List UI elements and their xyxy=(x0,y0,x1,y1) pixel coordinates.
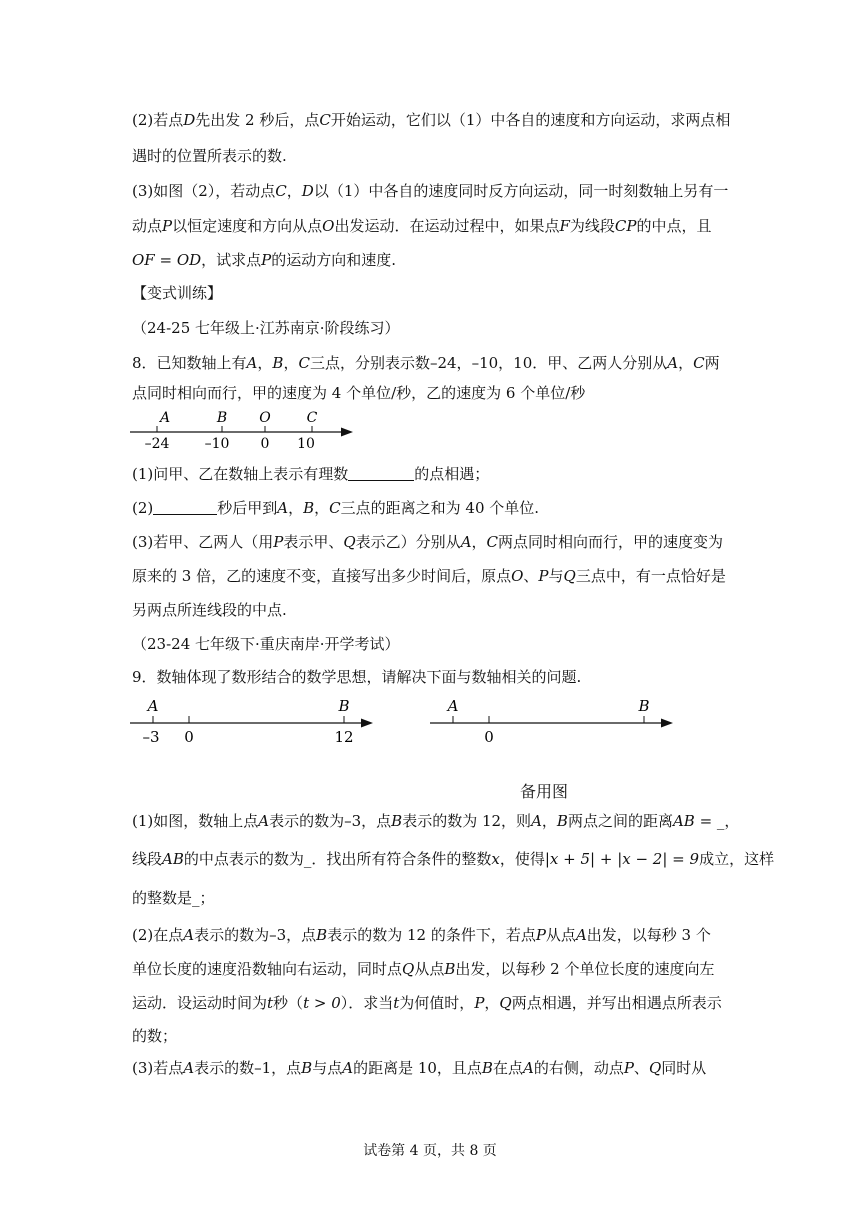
tick-0: 0 xyxy=(484,728,494,746)
q9-number-line xyxy=(125,694,385,746)
source-1: （24-25 七年级上·江苏南京·阶段练习） xyxy=(132,319,400,337)
answer-blank xyxy=(348,466,414,481)
q8-line1: 8．已知数轴上有A，B，C三点，分别表示数–24，–10，10．甲、乙两人分别从A，C两 xyxy=(132,354,720,372)
q9-line1: 9．数轴体现了数形结合的数学思想，请解决下面与数轴相关的问题. xyxy=(132,668,582,686)
tick-neg24: –24 xyxy=(144,436,170,452)
tick-10: 10 xyxy=(297,436,315,452)
q8-part1: (1)问甲、乙在数轴上表示有理数 的点相遇； xyxy=(132,465,490,483)
label-B: B xyxy=(638,697,650,715)
q9-part1-line3: 的整数是_； xyxy=(132,889,215,907)
source-2: （23-24 七年级下·重庆南岸·开学考试） xyxy=(132,635,400,653)
label-B: B xyxy=(216,410,228,426)
q7-part2-line2: 遇时的位置所表示的数. xyxy=(132,147,287,165)
q9-part1-line1: (1)如图，数轴上点A表示的数为–3，点B表示的数为 12，则A，B两点之间的距离AB = _， xyxy=(132,812,740,830)
label-B: B xyxy=(338,697,350,715)
q8-part3-line3: 另两点所连线段的中点. xyxy=(132,601,287,619)
tick-neg3: –3 xyxy=(142,728,160,746)
answer-blank xyxy=(153,500,217,515)
variant-heading: 【变式训练】 xyxy=(132,284,223,302)
q9-part2-line4: 的数； xyxy=(132,1027,178,1045)
tick-12: 12 xyxy=(334,728,354,746)
tick-0: 0 xyxy=(260,436,270,452)
q9-part2-line2: 单位长度的速度沿数轴向右运动，同时点Q从点B出发，以每秒 2 个单位长度的速度向左 xyxy=(132,960,715,978)
q8-line2: 点同时相向而行，甲的速度为 4 个单位/秒，乙的速度为 6 个单位/秒 xyxy=(132,384,586,402)
label-A: A xyxy=(147,697,159,715)
tick-neg10: –10 xyxy=(204,436,230,452)
label-A: A xyxy=(447,697,459,715)
q9-spare-number-line xyxy=(425,694,685,746)
q7-part3-line3: OF = OD，试求点P的运动方向和速度. xyxy=(132,251,397,269)
tick-0: 0 xyxy=(184,728,194,746)
q7-part3-line2: 动点P以恒定速度和方向从点O出发运动．在运动过程中，如果点F为线段CP的中点，且 xyxy=(132,217,712,235)
q9-part3-line1: (3)若点A表示的数–1，点B与点A的距离是 10，且点B在点A的右侧，动点P、Q同时从 xyxy=(132,1059,707,1077)
q7-part3-line1: (3)如图（2），若动点C，D以（1）中各自的速度同时反方向运动，同一时刻数轴上另有一 xyxy=(132,182,729,200)
q8-part2: (2) 秒后甲到A，B，C三点的距离之和为 40 个单位. xyxy=(132,499,540,517)
q8-part3-line2: 原来的 3 倍，乙的速度不变，直接写出多少时间后，原点O、P与Q三点中，有一点恰好是 xyxy=(132,567,726,585)
q9-part2-line1: (2)在点A表示的数为–3，点B表示的数为 12 的条件下，若点P从点A出发，以每秒 3 个 xyxy=(132,926,711,944)
q8-number-line xyxy=(125,408,365,452)
spare-figure-caption: 备用图 xyxy=(520,782,569,801)
q9-part2-line3: 运动．设运动时间为t秒（t > 0）．求当t为何值时，P，Q两点相遇，并写出相遇点所表示 xyxy=(132,994,722,1012)
label-O: O xyxy=(259,410,271,426)
q9-part1-line2: 线段AB的中点表示的数为_．找出所有符合条件的整数x，使得|x + 5| + |x − 2| = 9成立，这样 xyxy=(132,850,775,868)
label-A: A xyxy=(159,410,171,426)
label-C: C xyxy=(306,410,318,426)
page-footer: 试卷第 4 页，共 8 页 xyxy=(363,1143,497,1159)
q8-part3-line1: (3)若甲、乙两人（用P表示甲、Q表示乙）分别从A，C两点同时相向而行，甲的速度变为 xyxy=(132,533,724,551)
q7-part2-line1: (2)若点D先出发 2 秒后，点C开始运动，它们以（1）中各自的速度和方向运动，求两点相 xyxy=(132,111,731,129)
